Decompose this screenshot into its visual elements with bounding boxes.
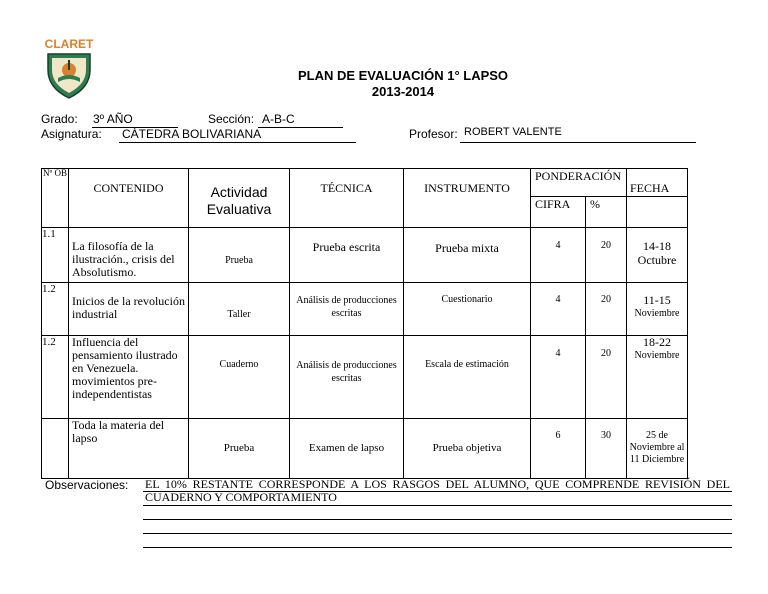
row-pct: 30 [586, 419, 627, 479]
seccion-underline [258, 127, 343, 128]
header-ponderacion: PONDERACIÓN [531, 169, 627, 197]
row-fecha [627, 228, 688, 283]
row-fecha [627, 336, 688, 419]
table-header-row [42, 169, 688, 197]
row-instrumento: Prueba objetiva [404, 419, 531, 479]
row-fecha-month: Noviembre [634, 350, 680, 361]
row-tecnica: Análisis de producciones escritas [290, 283, 404, 336]
row-pct: 20 [586, 228, 627, 283]
page-subtitle-year: 2013-2014 [371, 84, 435, 99]
row-contenido: Toda la materia del lapso [69, 419, 189, 479]
table-row [42, 283, 688, 336]
profesor-underline [460, 142, 696, 143]
row-tecnica: Examen de lapso [290, 419, 404, 479]
row-fecha-days: 18-22 [643, 335, 671, 349]
row-fecha [627, 283, 688, 336]
header-tecnica: TÉCNICA [290, 169, 404, 228]
table-row [42, 419, 688, 479]
row-fecha-days: 14-18 [643, 239, 671, 253]
row-fecha: 25 de Noviembre al 11 Diciembre [627, 419, 688, 479]
header-actividad: Actividad Evaluativa [189, 169, 290, 228]
row-contenido: La filosofía de la ilustración., crisis del Absolutismo. [69, 228, 189, 283]
evaluation-plan-table [41, 168, 688, 479]
row-actividad: Cuaderno [189, 336, 290, 419]
header-num: Nº OB [42, 169, 69, 228]
row-actividad: Prueba [189, 228, 290, 283]
asignatura-underline [119, 142, 356, 143]
row-cifra: 6 [531, 419, 586, 479]
header-fecha: FECHA [627, 169, 688, 197]
row-actividad: Taller [189, 283, 290, 336]
profesor-value: ROBERT VALENTE [464, 126, 562, 138]
row-contenido: Inicios de la revolución industrial [69, 283, 189, 336]
header-cifra: CIFRA [531, 197, 586, 228]
row-cifra: 4 [531, 283, 586, 336]
asignatura-value: CÁTEDRA BOLIVARIANA [122, 127, 262, 141]
observaciones-line-3 [143, 519, 732, 520]
row-num: 1.2 [42, 283, 69, 336]
row-instrumento: Prueba mixta [404, 228, 531, 283]
profesor-label: Profesor: [409, 127, 458, 141]
header-instrumento: INSTRUMENTO [404, 169, 531, 228]
page-title: PLAN DE EVALUACIÓN 1° LAPSO [297, 68, 509, 83]
row-num: 1.1 [42, 228, 69, 283]
row-instrumento: Escala de estimación [404, 336, 531, 419]
observaciones-line-1 [143, 491, 732, 492]
row-fecha-days: 11-15 [643, 293, 671, 307]
row-num [42, 419, 69, 479]
row-instrumento: Cuestionario [404, 283, 531, 336]
row-tecnica: Prueba escrita [290, 228, 404, 283]
seccion-value: A-B-C [262, 112, 295, 126]
observaciones-line-4 [143, 533, 732, 534]
observaciones-label: Observaciones: [45, 478, 129, 492]
row-contenido: Influencia del pensamiento ilustrado en Venezuela. movimientos pre-independentistas [69, 336, 189, 419]
header-fecha-empty [627, 197, 688, 228]
observaciones-line-2 [143, 505, 732, 506]
observaciones-line-5 [143, 547, 732, 548]
row-fecha-month: Octubre [637, 253, 677, 267]
claret-logo [38, 36, 100, 100]
header-pct: % [586, 197, 627, 228]
row-tecnica: Análisis de producciones escritas [290, 336, 404, 419]
table-row [42, 336, 688, 419]
table-row [42, 228, 688, 283]
row-cifra: 4 [531, 336, 586, 419]
asignatura-label: Asignatura: [41, 127, 102, 141]
grado-value: 3º AÑO [93, 112, 133, 126]
row-fecha-month: Noviembre [634, 308, 680, 319]
row-num: 1.2 [42, 336, 69, 419]
seccion-label: Sección: [208, 112, 255, 126]
row-pct: 20 [586, 336, 627, 419]
row-pct: 20 [586, 283, 627, 336]
row-cifra: 4 [531, 228, 586, 283]
logo-wordmark: CLARET [44, 37, 94, 51]
grado-label: Grado: [41, 112, 78, 126]
row-actividad: Prueba [189, 419, 290, 479]
header-contenido: CONTENIDO [69, 169, 189, 228]
observaciones-text: EL 10% RESTANTE CORRESPONDE A LOS RASGOS DEL ALUMNO, QUE COMPRENDE REVISIÓN DEL CUADERNO Y COMPORTAMIENTO [145, 477, 730, 504]
